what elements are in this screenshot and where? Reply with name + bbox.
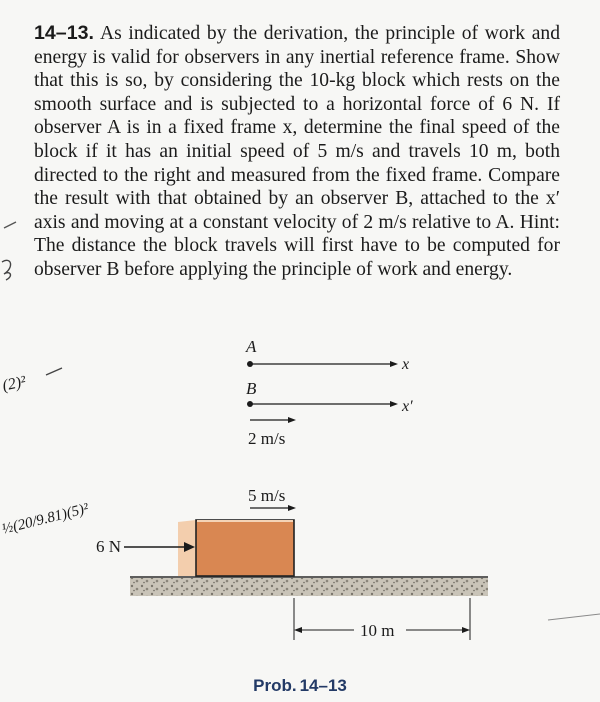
- pencil-stroke: [46, 368, 62, 375]
- label-x: x: [402, 356, 410, 373]
- pencil-stroke: [4, 222, 16, 228]
- label-x-prime: x′: [402, 398, 413, 415]
- ground-hatch: [130, 578, 488, 596]
- observer-a-axis: [245, 337, 409, 373]
- pencil-stroke: [2, 260, 11, 280]
- x-axis-arrowhead: [390, 361, 398, 367]
- velocity-block-label: 5 m/s: [248, 486, 286, 505]
- block: [178, 520, 294, 576]
- distance-label: 10 m: [360, 621, 395, 640]
- label-a: A: [246, 337, 257, 356]
- velocity-b-indicator: [248, 417, 296, 448]
- caption-number: 14–13: [299, 676, 347, 695]
- dimension-arrowhead-left: [294, 627, 302, 633]
- velocity-b-arrowhead: [288, 417, 296, 423]
- velocity-b-label: 2 m/s: [248, 429, 286, 448]
- margin-mark: [548, 614, 600, 620]
- margin-note-1: (2)²: [0, 373, 28, 395]
- dimension-arrowhead-right: [462, 627, 470, 633]
- block-body: [196, 520, 294, 576]
- observer-b-axis: [246, 379, 413, 415]
- label-b: B: [246, 379, 257, 398]
- margin-note-2: ½(20/9.81)(5)²: [0, 500, 91, 538]
- distance-dimension: [294, 598, 470, 640]
- force-label: 6 N: [96, 537, 122, 556]
- figure-caption: [0, 676, 600, 696]
- x-prime-axis-arrowhead: [390, 401, 398, 407]
- problem-body: As indicated by the derivation, the principle of work and energy is valid for observers in any inertial reference frame. Show that this is so, by considering the 10-kg block which rests on the smooth surface and is subjected to a horizontal force of 6 N. If observer A is in a fixed frame x, determine the final speed of the block if it has an initial speed of 5 m/s and travels 10 m, both directed to the right and measured from the fixed frame. Compare the result with that obtained by an observer B, attached to the x′ axis and moving at a constant velocity of 2 m/s relative to A. Hint: The distance the block travels will first have to be computed for observer B before applying the principle of work and energy.: [34, 23, 560, 280]
- velocity-block-indicator: [248, 486, 296, 511]
- ground-surface: [130, 577, 488, 596]
- handwritten-margin-notes: [0, 0, 120, 560]
- velocity-block-arrowhead: [288, 505, 296, 511]
- problem-number: 14–13.: [34, 22, 94, 44]
- caption-prefix: Prob.: [253, 676, 297, 695]
